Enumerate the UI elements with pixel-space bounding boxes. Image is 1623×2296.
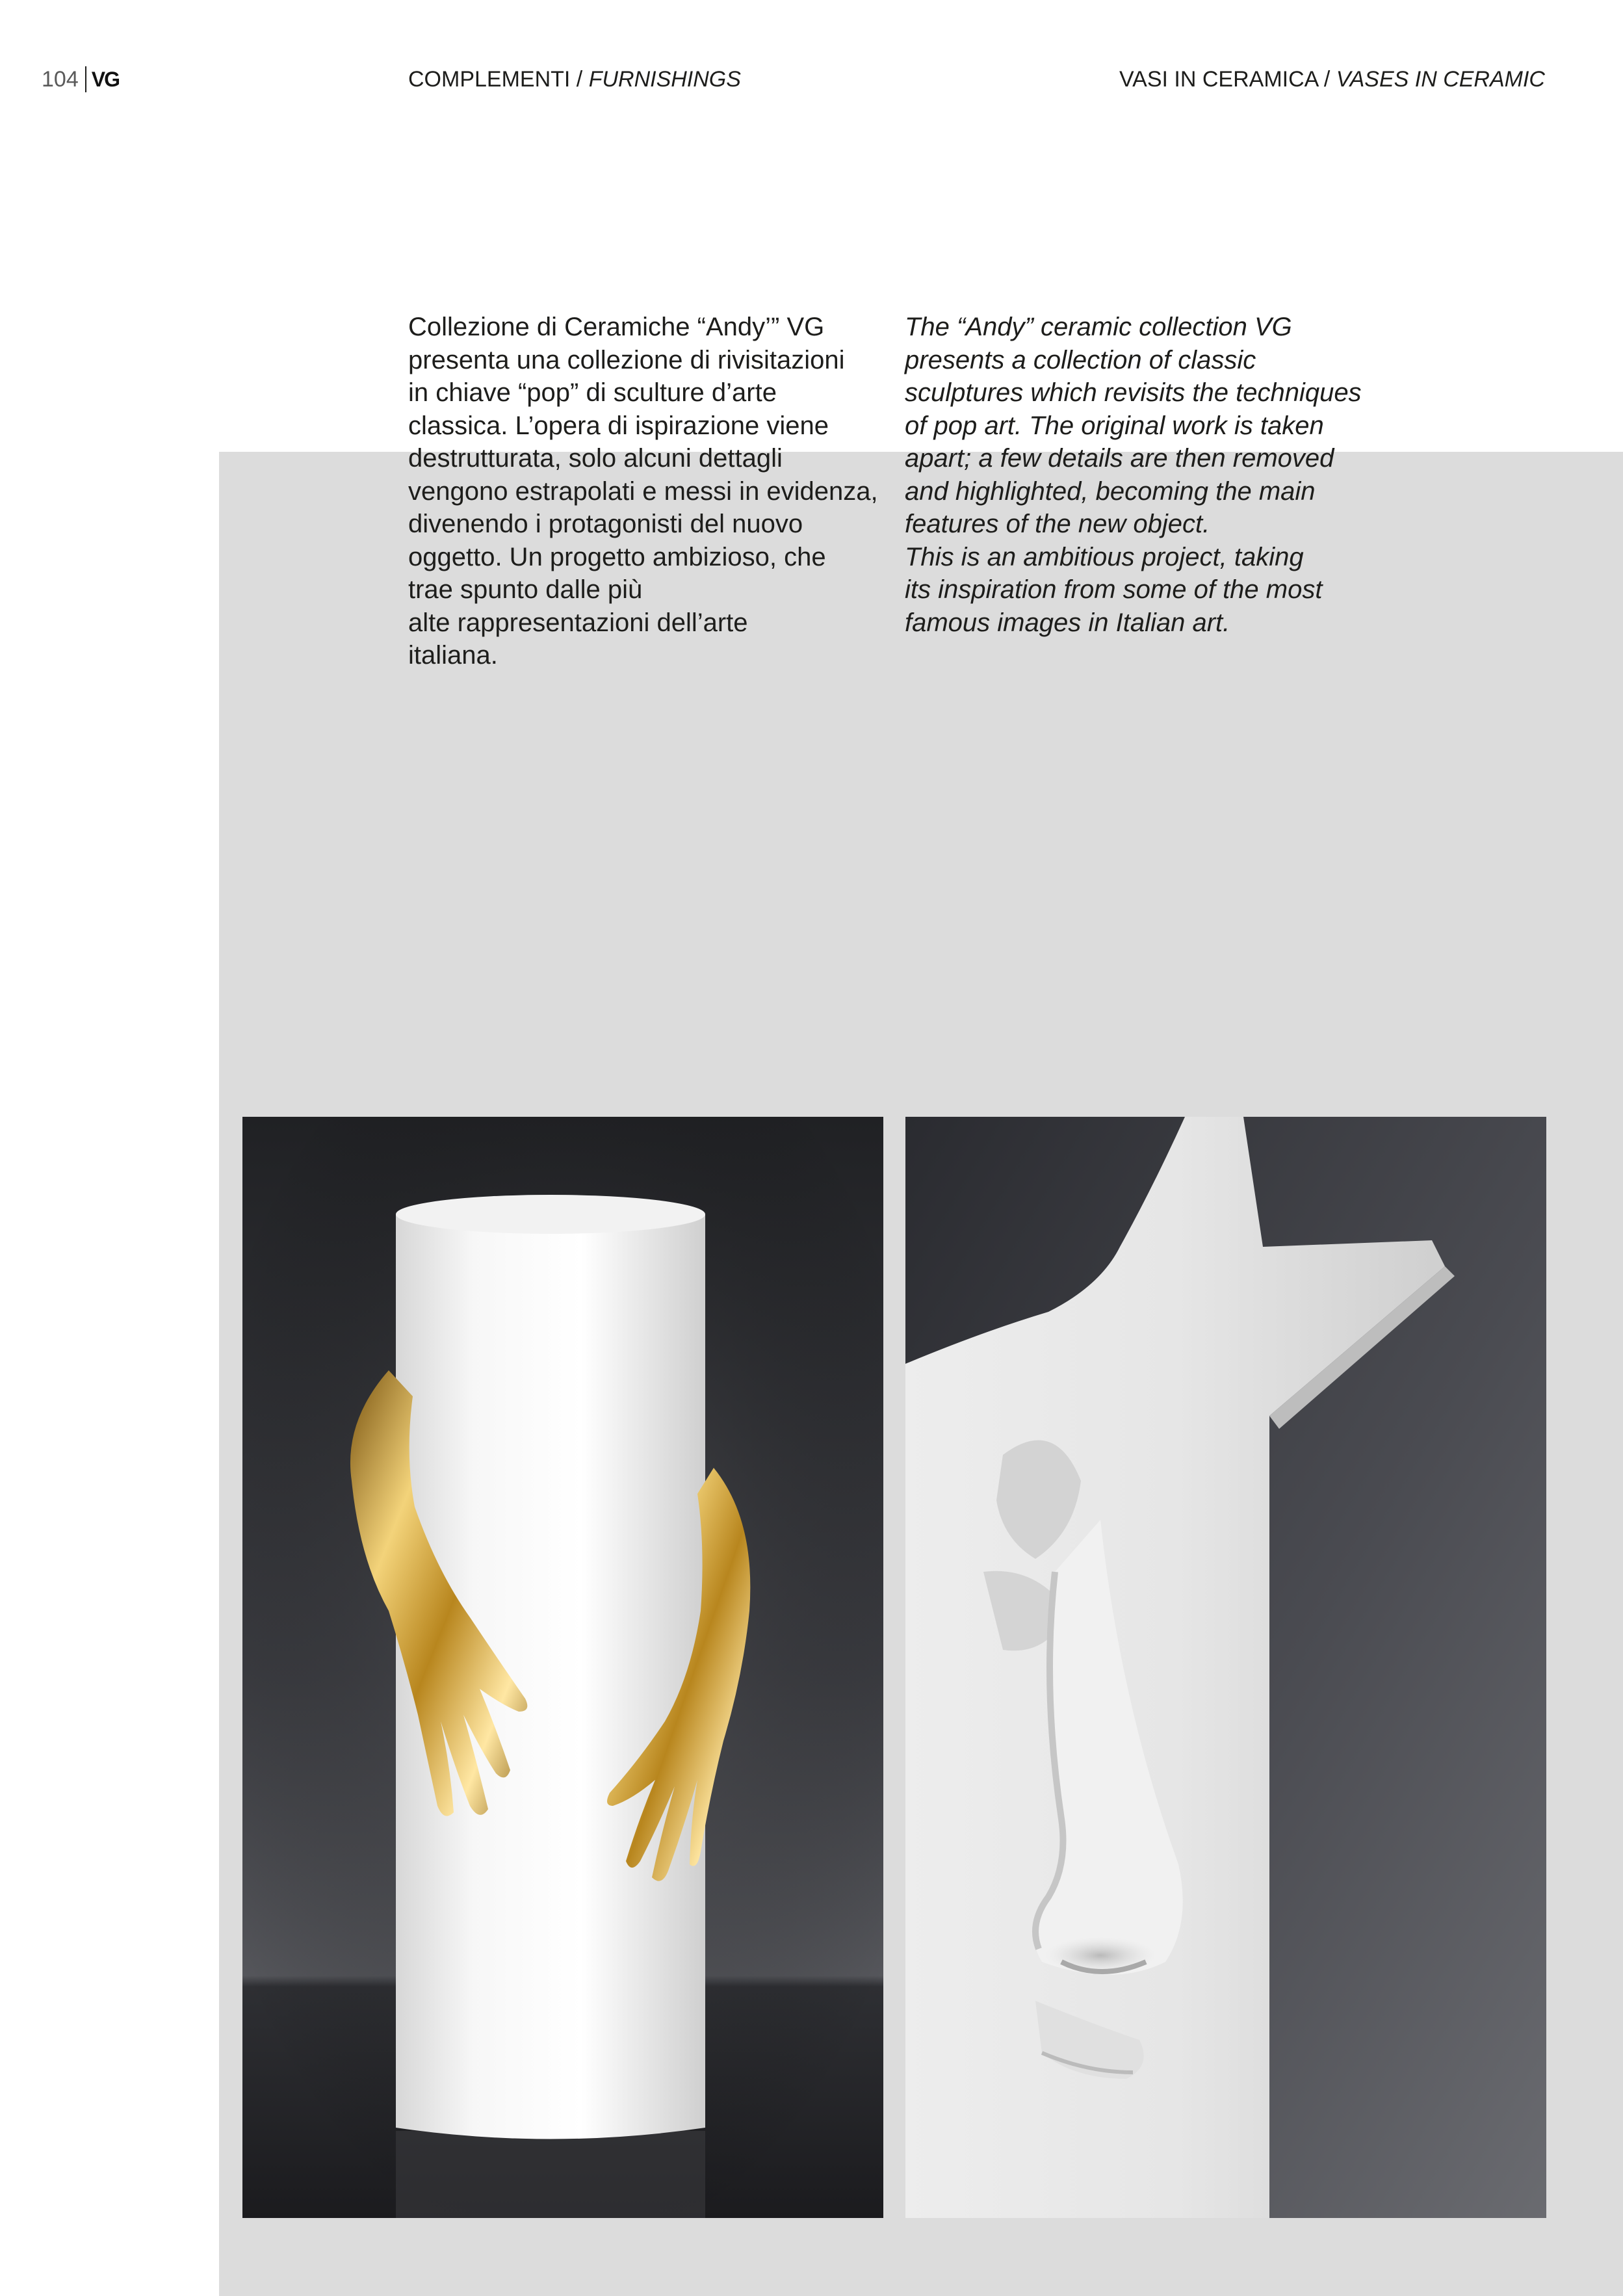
text-line: presents a collection of classic — [905, 345, 1256, 374]
text-line: its inspiration from some of the most — [905, 575, 1323, 604]
text-line: of pop art. The original work is taken — [905, 411, 1324, 440]
category-title-en: VASES IN CERAMIC — [1336, 67, 1545, 92]
text-line: vengono estrapolati e messi in evidenza, — [408, 476, 878, 506]
text-line: oggetto. Un progetto ambizioso, che — [408, 542, 826, 571]
description-english — [905, 311, 1362, 639]
vase-nose-photo — [905, 1117, 1546, 2218]
text-line: destrutturata, solo alcuni dettagli — [408, 444, 783, 473]
section-title-sep: / — [570, 67, 589, 92]
category-title-sep: / — [1318, 67, 1336, 92]
text-line: presenta una collezione di rivisitazioni — [408, 345, 845, 374]
description-italian — [408, 311, 878, 672]
section-title-it: COMPLEMENTI — [408, 67, 571, 92]
section-title — [408, 65, 741, 94]
text-line: Collezione di Ceramiche “Andy’” VG — [408, 313, 825, 341]
text-line: The “Andy” ceramic collection VG — [905, 313, 1292, 341]
brand-logo: VG — [91, 68, 119, 91]
text-line: divenendo i protagonisti del nuovo — [408, 510, 803, 538]
text-line: features of the new object. — [905, 510, 1210, 538]
text-line: apart; a few details are then removed — [905, 444, 1334, 473]
page-number: 104 — [42, 67, 79, 92]
section-title-en: FURNISHINGS — [588, 67, 741, 92]
text-line: This is an ambitious project, taking — [905, 542, 1304, 571]
text-line: in chiave “pop” di sculture d’arte — [408, 378, 777, 407]
page-number-divider — [85, 66, 86, 92]
text-line: italiana. — [408, 641, 498, 670]
text-line: and highlighted, becoming the main — [905, 476, 1316, 506]
page-number-block — [42, 65, 119, 94]
text-line: sculptures which revisits the techniques — [905, 378, 1362, 407]
text-line: alte rappresentazioni dell’arte — [408, 608, 748, 637]
category-title — [1119, 65, 1545, 94]
text-line: trae spunto dalle più — [408, 575, 643, 604]
vase-hands-image — [242, 1117, 883, 2218]
vase-hands-photo — [242, 1117, 883, 2218]
text-line: famous images in Italian art. — [905, 608, 1230, 637]
category-title-it: VASI IN CERAMICA — [1119, 67, 1318, 92]
vase-nose-image — [905, 1117, 1546, 2218]
text-line: classica. L’opera di ispirazione viene — [408, 411, 829, 440]
